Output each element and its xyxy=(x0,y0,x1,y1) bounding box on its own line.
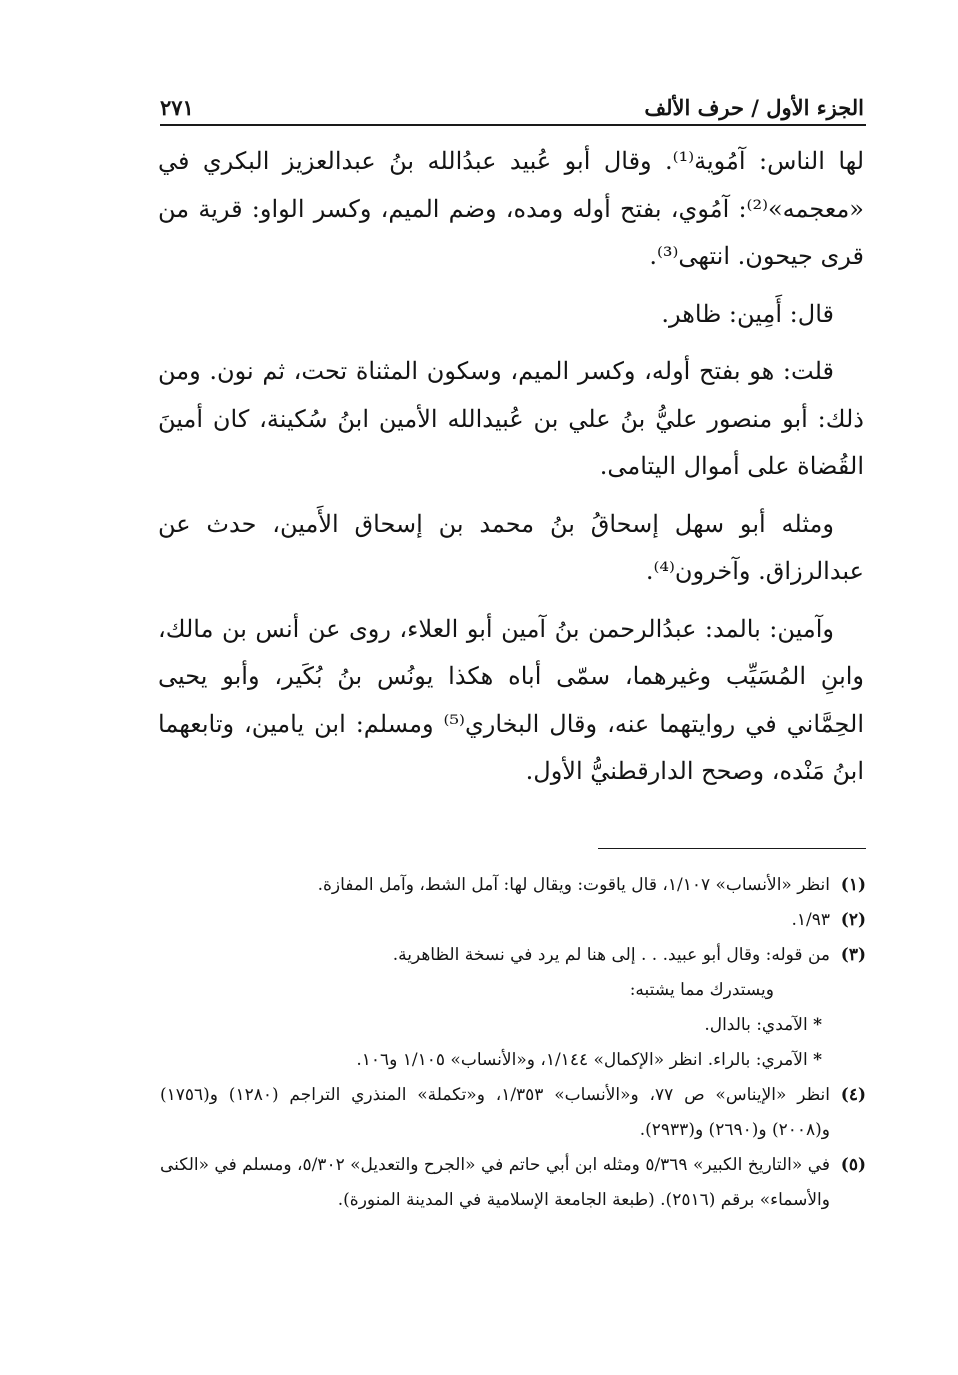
footnote-sub-item xyxy=(160,1008,830,1043)
page-number: ٢٧١ xyxy=(160,95,194,120)
running-title: الجزء الأول / حرف الألف xyxy=(644,95,864,120)
star-marker: * xyxy=(813,1050,822,1070)
footnote-2 xyxy=(160,903,866,938)
paragraph-amuya: لها الناس: آمُوية⁽¹⁾. وقال أبو عُبيد عبدُالله بنُ عبدالعزيز البكري في «معجمه»⁽²⁾: آمُوي، بفتح أوله ومده، وضم الميم، وكسر الواو: قرية من قرى جيحون. انتهى⁽³⁾. xyxy=(158,147,865,270)
footnote-number: (٥) xyxy=(840,1155,866,1175)
paragraph-amin-madd: وآمين: بالمد: عبدُالرحمن بنُ آمين أبو العلاء، روى عن أنس بن مالك، وابنِ المُسَيِّب وغيرهما، سمّى أباه هكذا يونُس بنُ بُكَير، وأبو يحيى الحِمَّاني في روايتهما عنه، وقال البخاري⁽⁵⁾ ومسلم: ابن يامين، وتابعهما ابنُ مَنْده، وصحح الدارقطنيُّ الأول. xyxy=(158,614,864,785)
paragraph-qultu: قلت: هو بفتح أوله، وكسر الميم، وسكون المثناة تحت، ثم نون. ومن ذلك: أبو منصور عليُّ بنُ علي بن عُبيدالله الأمين ابنُ سُكينة، كان أمينَ القُضاة على أموال اليتامى. xyxy=(158,357,864,480)
footnote-3 xyxy=(160,938,866,1078)
footnote-text: انظر «الأنساب» ١/١٠٧، قال ياقوت: ويقال لها: آمل الشط، وآمل المفازة. xyxy=(317,875,830,895)
header-rule xyxy=(160,124,866,126)
paragraph-abu-sahl: ومثله أبو سهل إسحاقُ بنُ محمد بن إسحاق الأَمين، حدث عن عبدالرزاق. وآخرون⁽⁴⁾. xyxy=(158,509,864,585)
footnote-number: (٢) xyxy=(840,910,866,930)
star-marker: * xyxy=(813,1015,822,1035)
footnote-5 xyxy=(160,1148,866,1218)
footnote-text: من قوله: وقال أبو عبيد. . . إلى هنا لم يرد في نسخة الظاهرية. xyxy=(392,945,830,965)
footnote-number: (٤) xyxy=(840,1085,866,1105)
footnote-1 xyxy=(160,868,866,903)
main-text xyxy=(158,138,864,796)
sub-item-text: الآمري: بالراء. انظر «الإكمال» ١/١٤٤، و«الأنساب» ١/١٠٥ و١٠٦. xyxy=(356,1050,808,1070)
sub-item-text: الآمدي: بالدال. xyxy=(704,1015,808,1035)
footnote-text: انظر «الإيناس» ص ٧٧، و«الأنساب» ١/٣٥٣، و«تكملة» المنذري التراجم (١٢٨٠) و(١٧٥٦) و(٢٠٠٨) و(٢٦٩٠) و(٢٩٣٣). xyxy=(160,1085,830,1140)
footnote-body xyxy=(160,938,830,1078)
footnote-number: (١) xyxy=(840,875,866,895)
running-header xyxy=(160,80,864,120)
footnote-number: (٣) xyxy=(840,945,866,965)
paragraph-amin-qal: قال: أَمِين: ظاهر. xyxy=(661,299,834,328)
footnote-separator xyxy=(598,848,866,849)
footnote-text: في «التاريخ الكبير» ٥/٣٦٩ ومثله ابن أبي حاتم في «الجرح والتعديل» ٥/٣٠٢، ومسلم في «الكنى والأسماء» برقم (٢٥١٦). (طبعة الجامعة الإسلامية في المدينة المنورة). xyxy=(160,1155,830,1210)
footnote-4 xyxy=(160,1078,866,1148)
footnote-sub-item xyxy=(160,1043,830,1078)
footnotes xyxy=(160,868,866,1218)
footnote-sub-intro: ويستدرك مما يشتبه: xyxy=(629,980,774,1000)
footnote-text: ١/٩٣. xyxy=(791,910,830,930)
